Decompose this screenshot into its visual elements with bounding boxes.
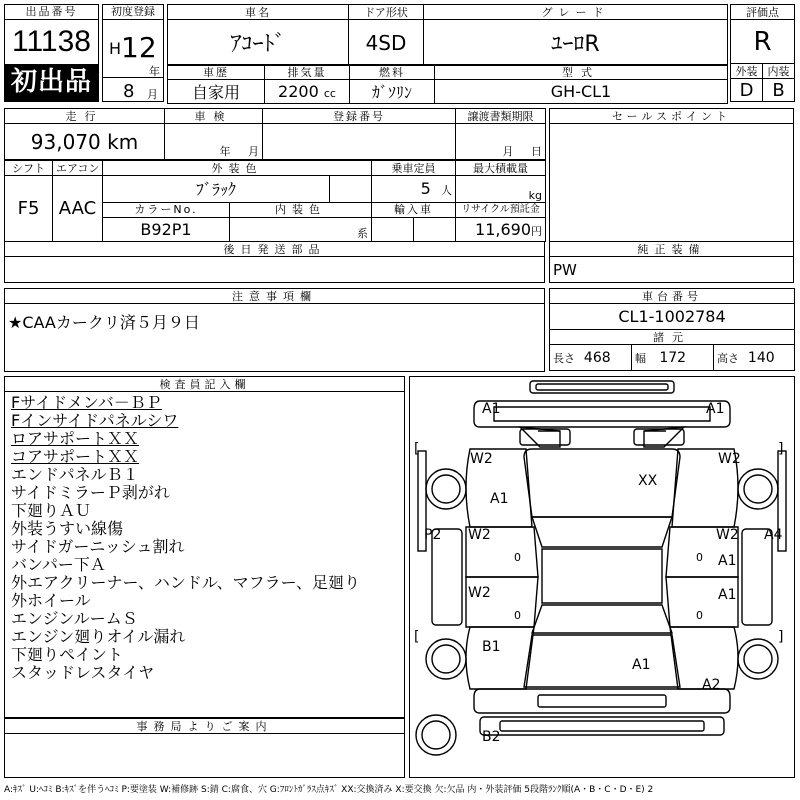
- sales-points-label: セールスポイント: [550, 109, 794, 124]
- seats-unit: 人: [441, 184, 453, 198]
- history-label: 車歴: [168, 65, 265, 80]
- car-outline: [410, 377, 794, 777]
- inspector-line: 外装うすい線傷: [11, 519, 124, 538]
- office-label: 事務局よりご案内: [5, 719, 405, 734]
- registration-year: 12: [121, 31, 157, 64]
- mark-a1-right-front-door: A1: [718, 553, 737, 569]
- chassis-grid: [549, 288, 794, 371]
- mark-zero-3: 0: [514, 609, 521, 622]
- rear-bumper: [474, 689, 730, 713]
- recycle: [456, 217, 546, 241]
- later-parts-label: 後日発送部品: [5, 242, 545, 257]
- headlight-left: [520, 427, 560, 447]
- seats-value: 5: [420, 179, 431, 199]
- load-label: 最大積載量: [456, 161, 546, 176]
- width-label: 幅: [635, 351, 646, 365]
- height-value: 140: [747, 349, 775, 366]
- inspection-year-unit: 年: [219, 145, 231, 158]
- width-value: 172: [659, 349, 687, 366]
- fuel-label: 燃料: [350, 65, 435, 80]
- inspector-label: 検査員記入欄: [5, 377, 405, 392]
- model: GH-CL1: [435, 80, 728, 104]
- inspector-line: 外ホイール: [11, 591, 91, 610]
- color-no-label: カラーNo.: [103, 202, 230, 217]
- mark-a2-rear-right: A2: [702, 677, 721, 693]
- trunk: [524, 635, 680, 687]
- grade-label: グレード: [424, 5, 728, 20]
- office-text: [5, 734, 405, 778]
- genuine-equipment: PW: [550, 257, 794, 283]
- rear-window: [532, 605, 672, 633]
- inspector-notes: [5, 392, 405, 718]
- length-label: 長さ: [553, 351, 575, 365]
- later-parts: [5, 257, 545, 283]
- inspection-date: [165, 124, 263, 160]
- model-label: 型式: [435, 65, 728, 80]
- sales-grid: [549, 108, 794, 283]
- registration-label: 初度登録: [103, 5, 163, 20]
- fuel: ｶﾞｿﾘﾝ: [350, 80, 435, 104]
- score: R: [731, 20, 795, 64]
- headlight-right: [644, 427, 684, 447]
- car-name: ｱｺｰﾄﾞ: [168, 20, 349, 66]
- shift-label: シフト: [5, 161, 53, 176]
- mark-a1-front-right: A1: [706, 401, 725, 417]
- mark-a1-trunk: A1: [632, 657, 651, 673]
- displacement: [265, 80, 350, 104]
- inspector-line: エンジンルームＳ: [11, 609, 138, 628]
- displacement-unit: cc: [323, 87, 336, 100]
- mark-zero-2: 0: [696, 551, 703, 564]
- exterior-grade: D: [731, 79, 763, 102]
- details-grid: [4, 108, 545, 283]
- front-bumper: [474, 401, 730, 427]
- mark-a1-right-rear-door: A1: [718, 587, 737, 603]
- sales-points: [550, 124, 794, 242]
- rear-panel: [480, 717, 724, 735]
- mark-zero-4: 0: [696, 609, 703, 622]
- mark-a1-front-left: A1: [482, 401, 501, 417]
- mark-zero-1: 0: [514, 551, 521, 564]
- roof: [542, 549, 662, 603]
- interior-grade: B: [763, 79, 795, 102]
- int-color-unit: 系: [230, 217, 372, 241]
- mark-a1-left-fender: A1: [490, 491, 509, 507]
- notes-text: ★CAAカークリ済５月９日: [5, 304, 545, 372]
- mileage: [5, 124, 165, 160]
- mark-w2-right-front-door: W2: [716, 527, 739, 543]
- transfer-date: [456, 124, 546, 160]
- color: ﾌﾞﾗｯｸ: [103, 176, 330, 202]
- lot-number-label: 出品番号: [5, 5, 98, 20]
- lot-number-box: [4, 4, 99, 102]
- inspector-grid: [4, 376, 405, 717]
- windshield: [532, 517, 672, 547]
- registration-box: [102, 4, 164, 102]
- left-rear-quarter: [466, 627, 534, 689]
- mark-b1-left-rear: B1: [482, 639, 501, 655]
- legend: A:ｷｽﾞ U:ﾍｺﾐ B:ｷｽﾞを伴うﾍｺﾐ P:要塗装 W:補修跡 S:錆 C:腐食、穴 G:ﾌﾛﾝﾄｶﾞﾗｽ点ｷｽﾞ XX:交換済み X:要交換 欠:欠品 内・外装評価 5段階ﾗﾝｸ順(A・B・C・D・E) 2: [4, 785, 654, 795]
- transfer-month-unit: 月: [502, 145, 514, 158]
- first-listing-badge: 初出品: [5, 64, 98, 101]
- mileage-value: 93,070: [30, 129, 101, 154]
- car-diagram: [409, 376, 795, 778]
- office-grid: [4, 718, 405, 778]
- notes-grid: [4, 288, 545, 371]
- mark-w2-fr: W2: [718, 451, 741, 467]
- inspector-line: Fインサイドパネルシワ: [11, 411, 179, 430]
- recycle-unit: 円: [531, 224, 543, 238]
- width: [632, 345, 714, 371]
- inspection-month-unit: 月: [248, 145, 259, 158]
- car-name-label: 車名: [168, 5, 349, 20]
- shift: F5: [5, 176, 53, 242]
- exterior-label: 外装: [731, 64, 763, 79]
- mark-w2-fl: W2: [470, 451, 493, 467]
- seats: [372, 176, 456, 202]
- mark-bracket-left-1: [: [414, 441, 420, 457]
- mark-p2-left: P2: [424, 527, 442, 543]
- inspector-line: コアサポートＸＸ: [11, 447, 140, 466]
- mark-bracket-right-2: ]: [778, 629, 784, 645]
- inspector-line: 外エアクリーナー、ハンドル、マフラー、足廻り: [11, 573, 360, 592]
- mileage-label: 走行: [5, 109, 165, 124]
- inspector-line: エンドパネルＢ１: [11, 465, 139, 484]
- height-label: 高さ: [717, 351, 739, 365]
- ac-label: エアコン: [53, 161, 103, 176]
- recycle-value: 11,690: [475, 219, 532, 239]
- length-value: 468: [583, 349, 611, 366]
- interior-label: 内装: [763, 64, 795, 79]
- registration-month: 8: [123, 81, 135, 102]
- inspector-line: スタッドレスタイヤ: [11, 663, 155, 682]
- plate-label: 登録番号: [263, 109, 456, 124]
- color-no: B92P1: [103, 217, 230, 241]
- mark-w2-left-front-door: W2: [468, 527, 491, 543]
- inspector-line: 下廻りペイント: [11, 645, 124, 664]
- mark-a4-right: A4: [764, 527, 783, 543]
- inspector-line: バンパー下Ａ: [11, 555, 106, 574]
- registration-year-unit: 年: [149, 65, 160, 78]
- score-label: 評価点: [731, 5, 795, 20]
- recycle-label: リサイクル預託金: [456, 202, 546, 217]
- ac: AAC: [53, 176, 103, 242]
- displacement-value: 2200: [278, 82, 319, 101]
- transfer-day-unit: 日: [531, 145, 542, 158]
- mark-w2-left-rear-door: W2: [468, 585, 491, 601]
- mark-bracket-right-1: ]: [778, 441, 784, 457]
- notes-label: 注意事項欄: [5, 289, 545, 304]
- registration-era: H: [109, 39, 122, 58]
- length: [550, 345, 632, 371]
- specs-label: 諸元: [550, 330, 795, 345]
- height: [714, 345, 795, 371]
- transfer-label: 譲渡書類期限: [456, 109, 546, 124]
- inspector-lines: [11, 394, 398, 682]
- int-color-label: 内装色: [230, 202, 372, 217]
- plate-number: [263, 124, 456, 160]
- lot-number: 11138: [12, 25, 91, 58]
- seats-label: 乗車定員: [372, 161, 456, 176]
- displacement-label: 排気量: [265, 65, 350, 80]
- inspector-line: エンジン廻りオイル漏れ: [11, 627, 186, 646]
- inspector-line: サイドガーニッシュ割れ: [11, 537, 185, 556]
- mark-bracket-left-2: [: [414, 629, 420, 645]
- grade: ﾕｰﾛR: [424, 20, 728, 66]
- header-grid: [4, 4, 794, 102]
- load-unit: kg: [456, 176, 546, 202]
- inspector-line: 下廻りＡＵ: [11, 501, 92, 520]
- mileage-unit: km: [107, 129, 139, 154]
- door-label: ドア形状: [349, 5, 424, 20]
- inspector-line: ロアサポートＸＸ: [11, 429, 140, 448]
- mark-b2-rear-bumper: B2: [482, 729, 501, 745]
- genuine-label: 純正装備: [550, 242, 794, 257]
- inspector-line: サイドミラーＰ剥がれ: [11, 483, 170, 502]
- chassis-label: 車台番号: [550, 289, 795, 304]
- door-type: 4SD: [349, 20, 424, 66]
- color-label: 外装色: [103, 161, 372, 176]
- mark-xx-hood: XX: [638, 473, 658, 489]
- registration-month-unit: 月: [147, 88, 158, 101]
- inspector-line: Fサイドメンバ－ＢＰ: [11, 393, 162, 412]
- inspection-label: 車検: [165, 109, 263, 124]
- import-label: 輸入車: [372, 202, 456, 217]
- chassis-number: CL1-1002784: [550, 304, 795, 330]
- history: 自家用: [168, 80, 265, 104]
